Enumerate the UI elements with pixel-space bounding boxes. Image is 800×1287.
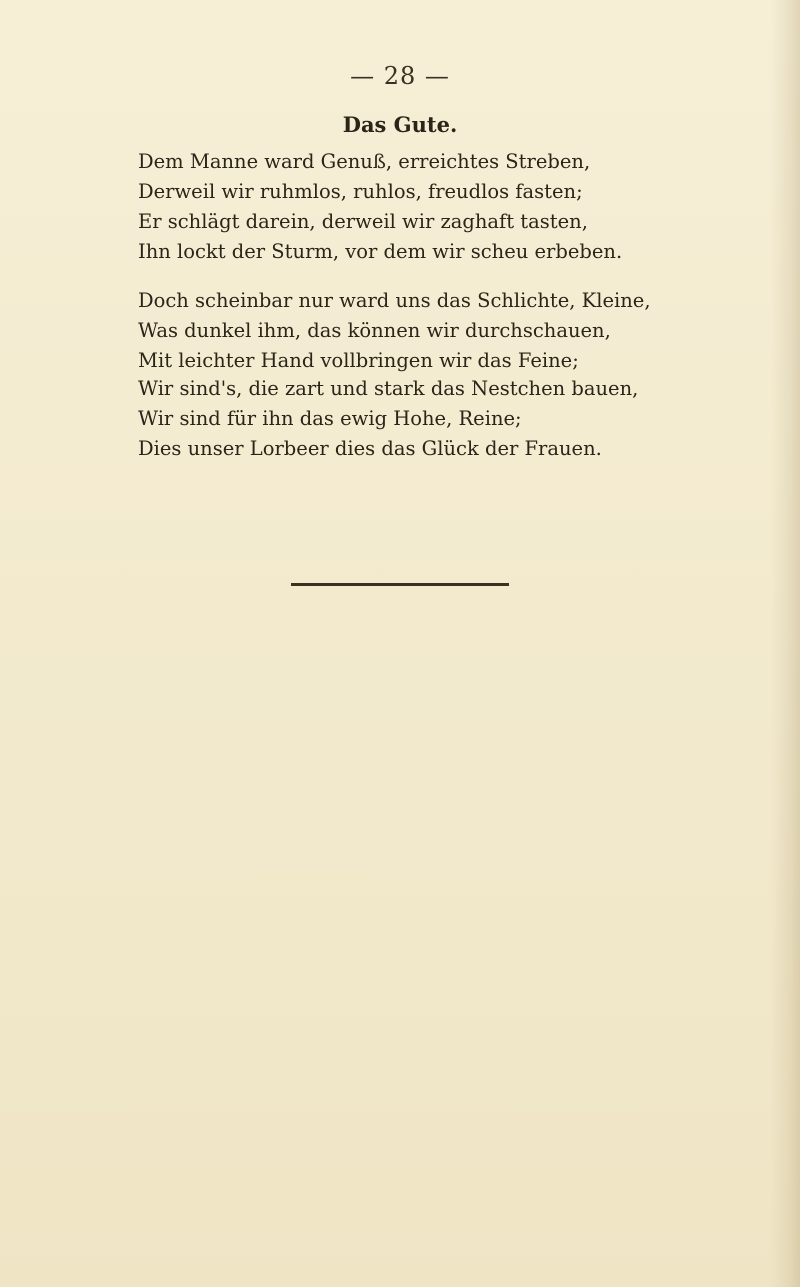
stanza-3 [138,374,738,464]
section-divider [291,583,509,586]
stanza-2 [138,286,738,376]
poem-line: Derweil wir ruhmlos, ruhlos, freudlos fasten; [138,180,583,203]
poem-line: Was dunkel ihm, das können wir durchschauen, [138,319,611,342]
page-number: — 28 — [350,62,450,90]
poem-line: Er schlägt darein, derweil wir zaghaft tasten, [138,210,588,233]
poem-line: Dem Manne ward Genuß, erreichtes Streben, [138,150,591,173]
poem-line: Mit leichter Hand vollbringen wir das Feine; [138,349,579,372]
poem-line: Doch scheinbar nur ward uns das Schlichte, Kleine, [138,289,651,312]
stanza-1 [138,147,738,267]
poem-line: Dies unser Lorbeer dies das Glück der Frauen. [138,437,602,460]
poem-line: Wir sind's, die zart und stark das Nestchen bauen, [138,377,639,400]
poem-title: Das Gute. [342,112,458,137]
poem-line: Wir sind für ihn das ewig Hohe, Reine; [138,407,522,430]
poem-line: Ihn lockt der Sturm, vor dem wir scheu erbeben. [138,240,623,263]
